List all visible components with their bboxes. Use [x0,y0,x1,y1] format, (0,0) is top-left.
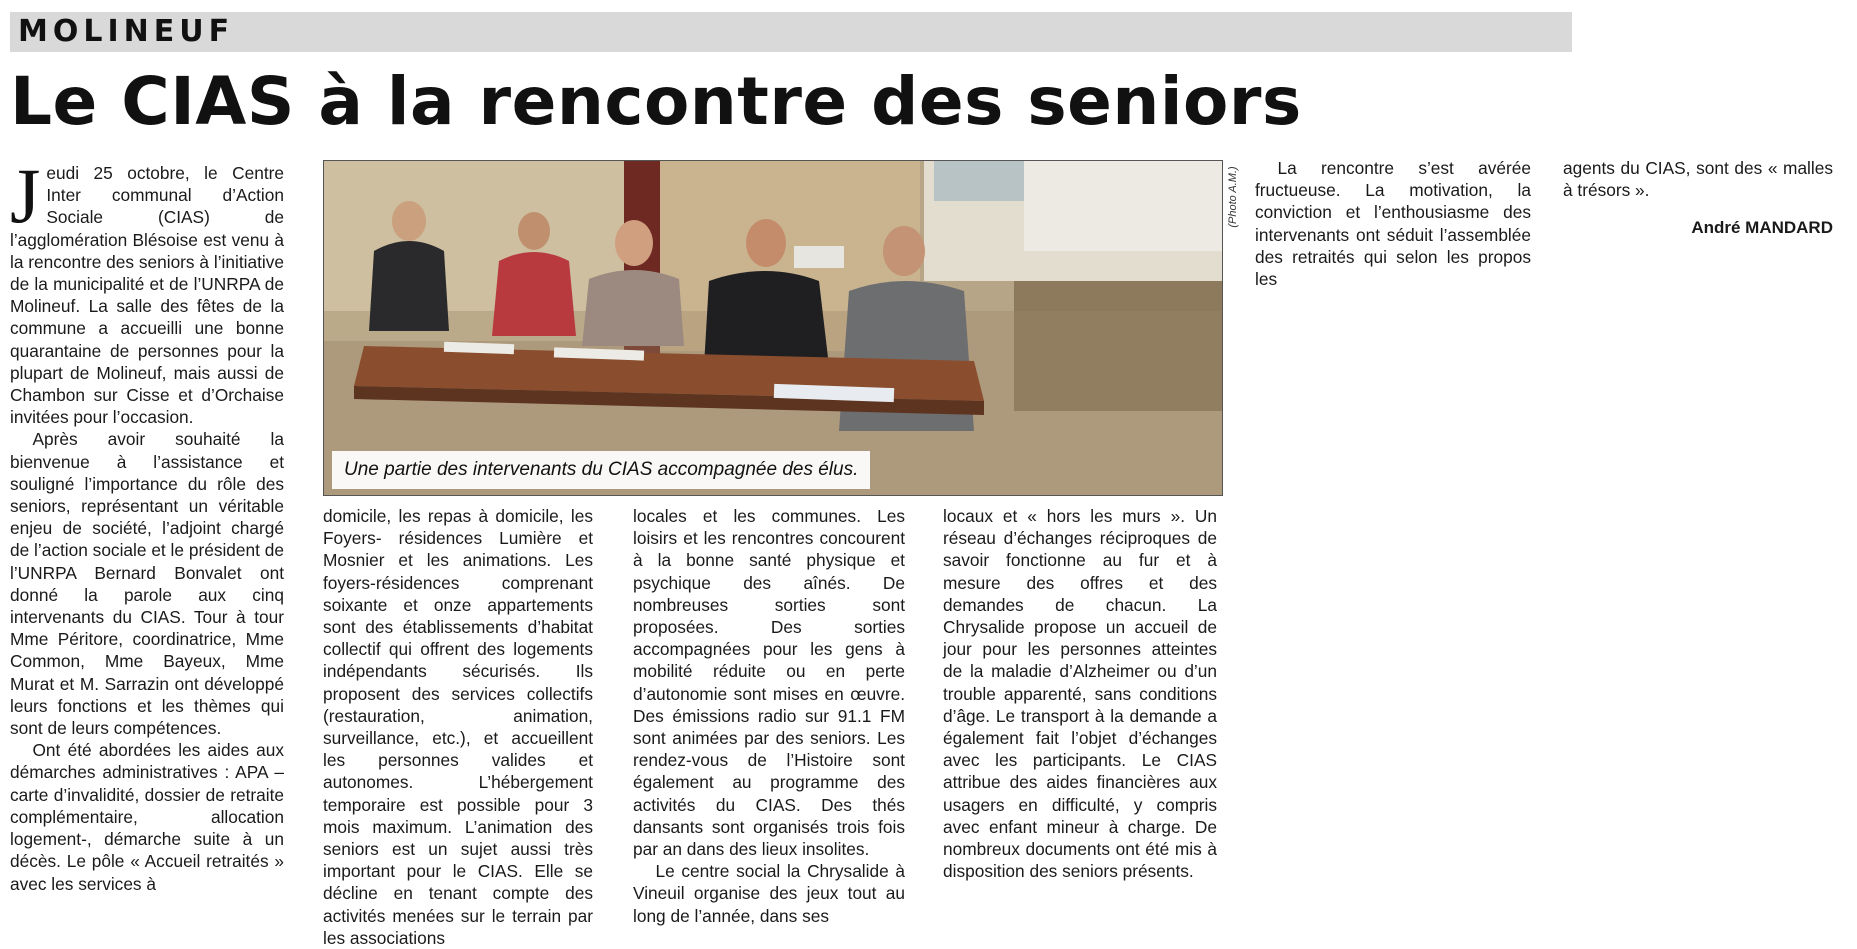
article-column-1 [10,152,284,895]
article-paragraph: La rencontre s’est avérée fructueuse. La motivation, la conviction et l’enthousiasme des intervenants ont séduit l’assemblée des retraités qui selon les propos les [1255,158,1531,290]
article-column-5 [1255,157,1531,290]
headline: Le CIAS à la rencontre des seniors [10,63,1302,140]
meeting-photo-illustration [324,161,1222,495]
rubric-label: MOLINEUF [18,14,235,49]
article-paragraph [10,152,284,428]
article-paragraph: locales et les communes. Les loisirs et les rencontres concourent à la bonne santé physique et psychique des aînés. De nombreuses sorties sont proposées. Des sorties accompagnées pour les gens à mobilité réduite ou en perte d’autonomie sont mises en œuvre. Des émissions radio sur 91.1 FM sont animées par des seniors. Les rendez-vous de l’Histoire sont également au programme des activités du CIAS. Des thés dansants sont organisés trois fois par an dans des lieux insolites. [633,506,905,860]
article-paragraph: Après avoir souhaité la bienvenue à l’assistance et souligné l’importance du rôle des seniors, représentant un véritable enjeu de société, l’adjoint chargé de l’action sociale et le président de l’UNRPA Bernard Bonvalet ont donné la parole aux cinq intervenants du CIAS. Tour à tour Mme Péritore, coordinatrice, Mme Common, Mme Bayeux, Mme Murat et M. Sarrazin ont développé leurs fonctions et les thèmes qui sont de leurs compétences. [10,429,284,739]
paragraph-text: eudi 25 octobre, le Centre Inter communal d’Action Sociale (CIAS) de l’agglomération Blésoise est venu à la rencontre des seniors à l’initiative de la municipalité et de l’UNRPA de Molineuf. La salle des fêtes de la commune a accueilli une bonne quarantaine de personnes pour la plupart de Molineuf, mais aussi de Chambon sur Cisse et d’Orchaise invitées pour l’occasion. [10,163,284,428]
article-column-6 [1563,157,1833,240]
photo-credit-text: (Photo A.M.) [1227,166,1239,228]
article-paragraph: agents du CIAS, sont des « malles à trésors ». [1563,158,1833,201]
article-paragraph: Ont été abordées les aides aux démarches administratives : APA – carte d’invalidité, dossier de retraite complémentaire, allocation logement-, démarche suite à un décès. Le pôle « Accueil retraités » avec les services à [10,740,284,894]
author-signature: André MANDARD [1691,218,1833,238]
article-column-3 [633,505,905,927]
article-column-2 [323,505,593,949]
article-column-4 [943,505,1217,882]
article-paragraph: locaux et « hors les murs ». Un réseau d’échanges réciproques de savoir fonctionne au fur et à mesure des offres et des demandes de chacun. La Chrysalide propose un accueil de jour pour les personnes atteintes de la maladie d’Alzheimer ou d’un trouble apparenté, sans conditions d’âge. Le transport à la demande a également fait l’objet d’échanges avec les participants. Le CIAS attribue des aides financières aux usagers en difficulté, y compris avec enfant mineur à charge. De nombreux documents ont été mis à disposition des seniors présents. [943,506,1217,882]
article-photo [323,160,1223,496]
article-paragraph: domicile, les repas à domicile, les Foyers- résidences Lumière et Mosnier et les animations. Les foyers-résidences comprenant soixante et onze appartements sont des établissements d’habitat collectif qui offrent des logements indépendants sécurisés. Ils proposent des services collectifs (restauration, animation, surveillance, etc.), et accueillent les personnes valides et autonomes. L’hébergement temporaire est possible pour 3 mois maximum. L’animation des seniors est un sujet aussi très important pour le CIAS. Elle se décline en tenant compte des activités menées sur le terrain par les associations [323,506,593,948]
photo-caption: Une partie des intervenants du CIAS accompagnée des élus. [332,451,870,489]
section-rubric [10,12,1572,52]
photo-credit [1222,160,1244,234]
drop-cap: J [10,152,41,239]
article-paragraph: Le centre social la Chrysalide à Vineuil organise des jeux tout au long de l’année, dans ses [633,861,905,926]
